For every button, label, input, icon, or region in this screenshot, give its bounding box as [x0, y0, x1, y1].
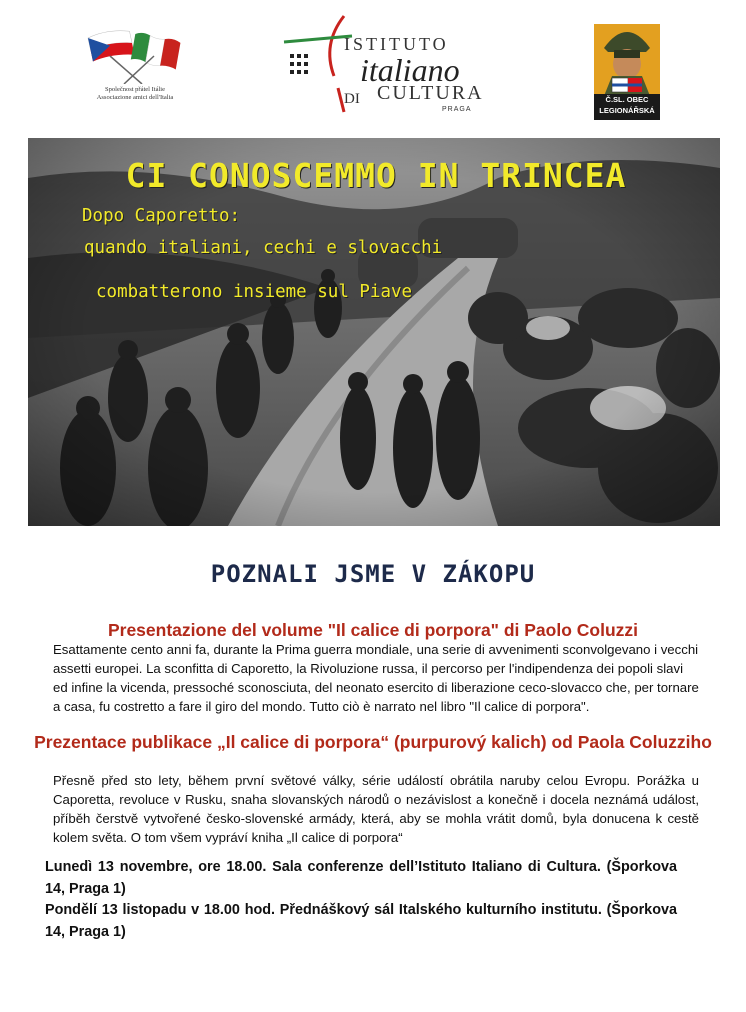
banner-subtitle-line-3: combatterono insieme sul Piave: [96, 282, 413, 302]
logo-italiano-text: italiano: [360, 52, 460, 88]
italian-presentation-heading: Presentazione del volume "Il calice di porpora" di Paolo Coluzzi: [107, 620, 639, 640]
banner-subtitle-line-2: quando italiani, cechi e slovacchi: [84, 238, 443, 258]
crossed-flags-icon: [80, 28, 190, 84]
event-details-italian: Lunedì 13 novembre, ore 18.00. Sala conferenze dell’Istituto Italiano di Cultura. (Šporkova 14, Praga 1): [45, 859, 677, 897]
logo-caption-czech: Společnost přátel Itálie: [105, 86, 165, 93]
czech-presentation-body: Přesně před sto lety, během první světové války, série událostí obrátila naruby celou Evropu. Porážka u Caporetta, revoluce v Rusku, snaha slovanských národů o nezávislost a konečně i docela neznámá událost, příběh čerstvě vytvořené česko-slovenské armády, která, aby se mohla vrátit domů, byla donucena k cestě kolem světa. O tom všem vypráví kniha „Il calice di porpora“: [53, 773, 699, 845]
soldiers-column-photo: [28, 138, 720, 526]
legion-name-plate: [594, 94, 660, 120]
plate-line-2: LEGIONÁŘSKÁ: [599, 106, 655, 115]
logo-cultura-text: CULTURA: [377, 82, 484, 104]
banner-headline: CI CONOSCEMMO IN TRINCEA: [125, 156, 627, 195]
banner-subtitle-line-1: Dopo Caporetto:: [82, 206, 241, 226]
logo-di-text: DI: [344, 91, 360, 107]
plate-line-1: Č.SL. OBEC: [605, 95, 649, 104]
italian-presentation-body: Esattamente cento anni fa, durante la Prima guerra mondiale, una serie di avvenimenti sconvolgevano i vecchi assetti europei. La sconfitta di Caporetto, la Rivoluzione russa, il percorso per l'indipendenza dei popoli slavi ed infine la vicenda, pressoché sconosciuta, del neonato esercito di liberazione ceco-slovacco che, per tornare a casa, fu costretto a fare il giro del mondo. Tutto ciò è narrato nel libro "Il calice di porpora".: [53, 642, 699, 714]
spolecnost-pratel-italie-logo: [80, 28, 190, 108]
event-details-czech: Pondělí 13 listopadu v 18.00 hod. Přednáškový sál Italského kulturního institutu. (Šporkova 14, Praga 1): [45, 902, 677, 940]
logo-praga-text: PRAGA: [442, 106, 472, 113]
logo-istituto-text: ISTITUTO: [344, 34, 449, 54]
czech-presentation-heading: Prezentace publikace „Il calice di porpora“ (purpurový kalich) od Paola Coluzziho: [34, 732, 712, 752]
istituto-italiano-di-cultura-logo: [282, 14, 482, 114]
legionnaire-emblem-icon: [590, 14, 664, 96]
ceskoslovenska-obec-legionarska-logo: [590, 14, 664, 124]
czech-title: POZNALI JSME V ZÁKOPU: [210, 560, 536, 588]
ww1-photo-banner: [28, 138, 720, 526]
logo-caption-italian: Associazione amici dell'Italia: [96, 94, 174, 101]
